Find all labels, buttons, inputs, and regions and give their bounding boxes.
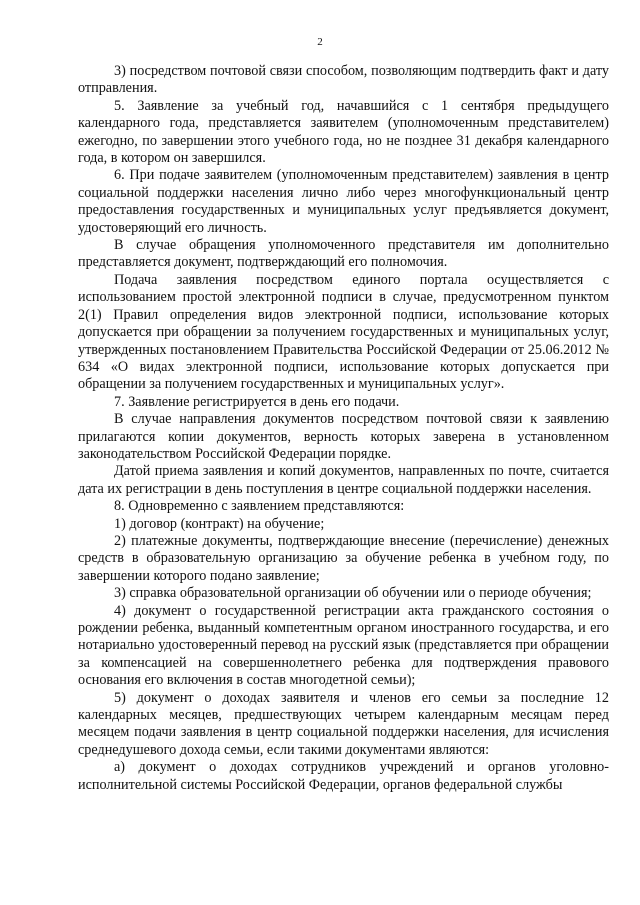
paragraph-representative: В случае обращения уполномоченного представителя им дополнительно представляется документ, подтверждающий его полномочия. bbox=[78, 237, 609, 271]
list-item-3-education-certificate: 3) справка образовательной организации об обучении или о периоде обучения; bbox=[114, 585, 592, 602]
paragraph-acceptance-date: Датой приема заявления и копий документов, направленных по почте, считается дата их регистрации в день поступления в центре социальной поддержки населения. bbox=[78, 463, 609, 497]
paragraph-section-8: 8. Одновременно с заявлением представляются: bbox=[114, 498, 405, 515]
list-item-4-birth-registration: 4) документ о государственной регистрации акта гражданского состояния о рождении ребенка, выданный компетентным органом иностранного государства, и его нотариально удостоверенный перевод на русский язык (представляется при обращении за компенсацией на совершеннолетнего ребенка для подтверждения правового основания его включения в состав многодетной семьи); bbox=[78, 602, 609, 689]
document-body bbox=[78, 63, 609, 794]
paragraph-section-5: 5. Заявление за учебный год, начавшийся с 1 сентября предыдущего календарного года, представляется заявителем (уполномоченным представителем) ежегодно, по завершении этого учебного года, но не позднее 31 декабря календарного года, в котором он завершился. bbox=[78, 97, 609, 167]
list-item-1-contract: 1) договор (контракт) на обучение; bbox=[114, 515, 325, 532]
paragraph-item-3-postal: 3) посредством почтовой связи способом, позволяющим подтвердить факт и дату отправления. bbox=[78, 63, 609, 97]
paragraph-portal-submission: Подача заявления посредством единого портала осуществляется с использованием простой электронной подписи в случае, предусмотренном пунктом 2(1) Правил определения видов электронной подписи, использование которых допускается при обращении за получением государственных и муниципальных услуг, утвержденных постановлением Правительства Российской Федерации от 25.06.2012 № 634 «О видах электронной подписи, использование которых допускается при обращении за получением государственных и муниципальных услуг». bbox=[78, 271, 609, 393]
paragraph-section-6: 6. При подаче заявителем (уполномоченным представителем) заявления в центр социальной поддержки населения лично либо через многофункциональный центр предоставления государственных и муниципальных услуг предъявляется документ, удостоверяющий его личность. bbox=[78, 167, 609, 236]
paragraph-section-7: 7. Заявление регистрируется в день его подачи. bbox=[114, 393, 400, 410]
paragraph-postal-documents: В случае направления документов посредством почтовой связи к заявлению прилагаются копии документов, верность которых заверена в установленном законодательством Российской Федерации порядке. bbox=[78, 411, 609, 462]
list-item-2-payment-documents: 2) платежные документы, подтверждающие внесение (перечисление) денежных средств в образовательную организацию за обучение ребенка в учебном году, по завершении которого подано заявление; bbox=[78, 532, 609, 584]
list-item-a-employee-income: а) документ о доходах сотрудников учреждений и органов уголовно-исполнительной системы Российской Федерации, органов федеральной службы bbox=[78, 759, 609, 793]
list-item-5-income-documents: 5) документ о доходах заявителя и членов его семьи за последние 12 календарных месяцев, предшествующих четырем календарным месяцам перед месяцем подачи заявления в центр социальной поддержки населения, для исчисления среднедушевого дохода семьи, если такими документами являются: bbox=[78, 689, 609, 758]
page-number: 2 bbox=[317, 36, 323, 48]
